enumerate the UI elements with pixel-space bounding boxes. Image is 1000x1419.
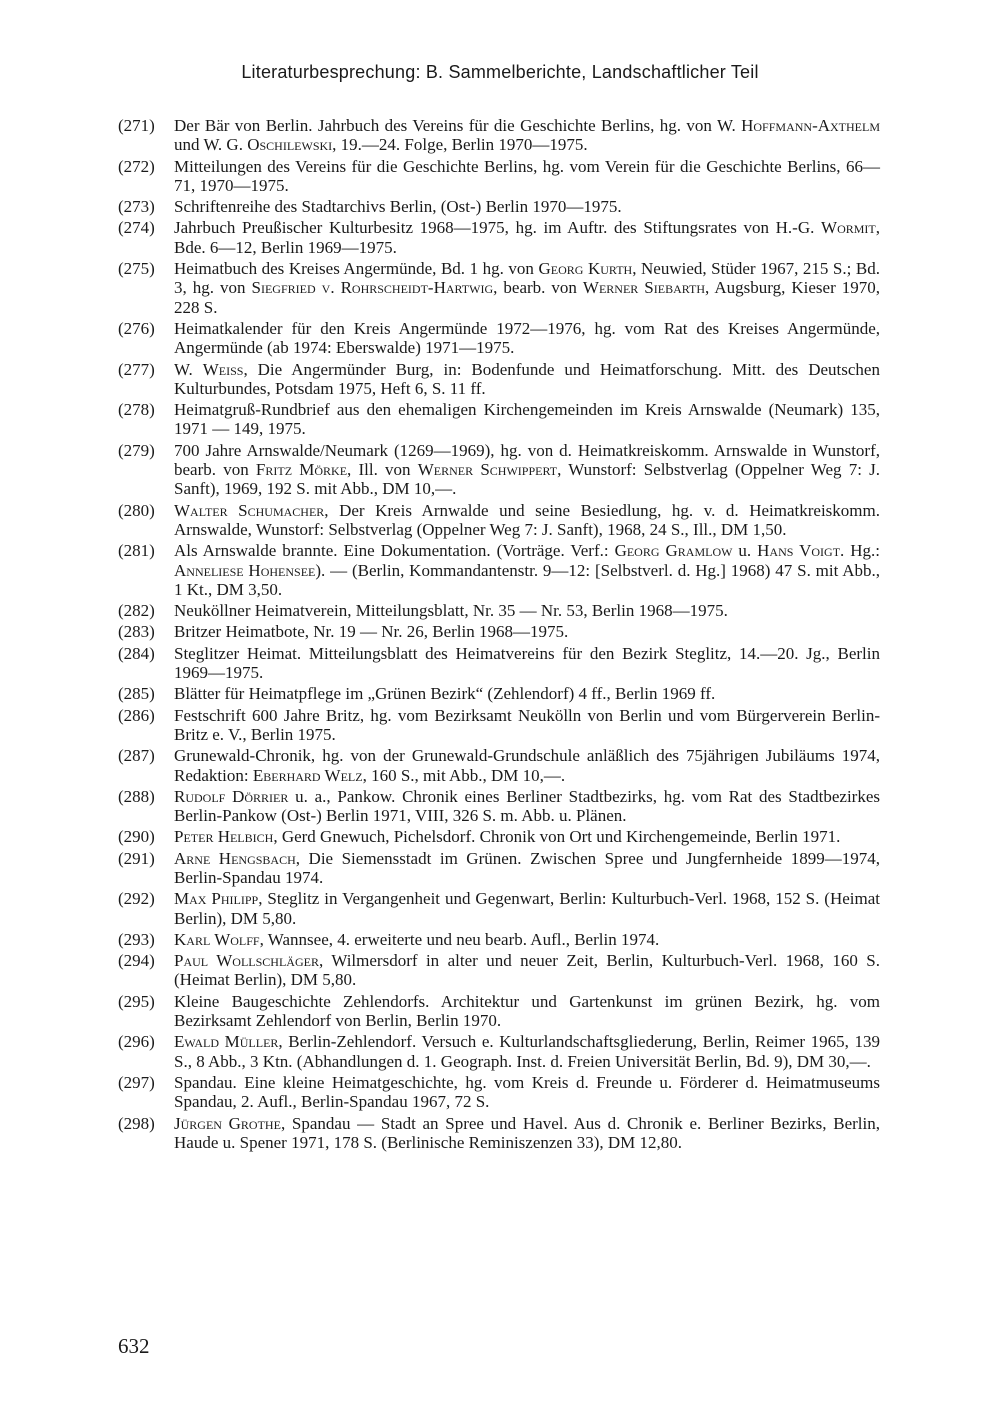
author-name: Hoffmann-Axthelm bbox=[741, 116, 880, 135]
author-name: Weiss bbox=[202, 359, 244, 379]
entry-number: (298) bbox=[118, 1113, 155, 1133]
entry-text-segment: Mitteilungen des Vereins für die Geschichte Berlins, hg. vom Verein für die Geschichte Berlins, 66—71, 1970—1975. bbox=[174, 156, 880, 195]
bibliography-entry bbox=[118, 951, 880, 990]
entry-number: (276) bbox=[118, 318, 155, 338]
entry-text-segment: , Wannsee, 4. erweiterte und neu bearb. Aufl., Berlin 1974. bbox=[259, 929, 660, 949]
entry-number: (287) bbox=[118, 746, 155, 766]
entry-number: (293) bbox=[118, 929, 155, 949]
entry-text bbox=[174, 930, 880, 949]
running-header: Literaturbesprechung: B. Sammelberichte, Landschaftlicher Teil bbox=[241, 62, 759, 82]
entry-text-segment: Neuköllner Heimatverein, Mitteilungsblatt, Nr. 35 — Nr. 53, Berlin 1968—1975. bbox=[174, 601, 728, 621]
author-name: Oschilewski bbox=[247, 135, 333, 155]
entry-text-segment: . Hg.: bbox=[840, 541, 881, 561]
entry-text-segment: Festschrift 600 Jahre Britz, hg. vom Bezirksamt Neukölln von Berlin und vom Bürgerverein Berlin-Britz e. V., Berlin 1975. bbox=[174, 705, 880, 744]
bibliography-entry bbox=[118, 1032, 880, 1071]
entry-number: (274) bbox=[118, 218, 155, 238]
bibliography-entry bbox=[118, 319, 880, 358]
entry-text-segment: , Augsburg, Kieser 1970, 228 S. bbox=[174, 278, 880, 317]
author-name: Max Philipp bbox=[174, 889, 259, 909]
entry-text-segment: , Neuwied, Stüder 1967, 215 S.; Bd. 3, hg. von bbox=[174, 259, 880, 298]
author-name: Walter Schumacher bbox=[174, 500, 325, 520]
bibliography-entry bbox=[118, 116, 880, 155]
author-name: Wormit bbox=[821, 218, 876, 238]
bibliography-entry bbox=[118, 889, 880, 928]
author-name: Hans Voigt bbox=[757, 541, 841, 561]
entry-text bbox=[174, 319, 880, 358]
entry-text bbox=[174, 116, 880, 155]
entry-number: (284) bbox=[118, 643, 155, 663]
entry-text bbox=[174, 197, 880, 216]
bibliography-entry bbox=[118, 1073, 880, 1112]
author-name: Eberhard Welz bbox=[252, 765, 363, 785]
bibliography-entry bbox=[118, 501, 880, 540]
entry-text bbox=[174, 360, 880, 399]
bibliography-entry bbox=[118, 601, 880, 620]
entry-number: (283) bbox=[118, 622, 155, 642]
entry-text-segment: Jahrbuch Preußischer Kulturbesitz 1968—1975, hg. im Auftr. des Stiftungsrates von H.-G. bbox=[174, 218, 822, 238]
entry-number: (277) bbox=[118, 359, 155, 379]
bibliography-entry bbox=[118, 197, 880, 216]
entry-text-segment: u. bbox=[732, 541, 758, 561]
entry-text-segment: W. bbox=[174, 359, 203, 379]
entry-number: (288) bbox=[118, 786, 155, 806]
entry-number: (294) bbox=[118, 951, 155, 971]
entry-number: (279) bbox=[118, 440, 155, 460]
entry-number: (285) bbox=[118, 684, 155, 704]
author-name: Werner Siebarth bbox=[582, 278, 706, 298]
author-name: Siegfried v. Rohrscheidt-Hartwig bbox=[251, 278, 494, 298]
entry-text-segment: , Ill. von bbox=[347, 460, 418, 480]
entry-text-segment: u. a., Pankow. Chronik eines Berliner Stadtbezirks, hg. vom Rat des Stadtbezirkes Berlin-Pankow (Ost-) Berlin 1971, VIII, 326 S. m. Abb. u. Plänen. bbox=[174, 786, 880, 826]
bibliography-entry bbox=[118, 622, 880, 641]
entry-text-segment: ). — (Berlin, Kommandantenstr. 9—12: [Selbstverl. d. Hg.] 1968) 47 S. mit Abb., 1 Kt., DM 3,50. bbox=[174, 560, 880, 599]
entry-text-segment: , Gerd Gnewuch, Pichelsdorf. Chronik von Ort und Kirchengemeinde, Berlin 1971. bbox=[273, 827, 841, 847]
bibliography-entry bbox=[118, 930, 880, 949]
bibliography-list bbox=[118, 116, 880, 1154]
entry-text-segment: , Bde. 6—12, Berlin 1969—1975. bbox=[174, 218, 880, 257]
entry-text-segment: , Die Siemensstadt im Grünen. Zwischen Spree und Jungfernheide 1899—1974, Berlin-Spandau 1974. bbox=[174, 848, 880, 887]
bibliography-entry bbox=[118, 787, 880, 826]
page-number: 632 bbox=[118, 1334, 150, 1358]
author-name: Peter Helbich bbox=[174, 827, 274, 847]
entry-text-segment: Grunewald-Chronik, hg. von der Grunewald-Grundschule anläßlich des 75jährigen Jubiläums 1974, Redaktion: bbox=[174, 746, 880, 785]
entry-text bbox=[174, 644, 880, 683]
bibliography-entry bbox=[118, 746, 880, 785]
entry-number: (290) bbox=[118, 827, 155, 847]
entry-text bbox=[174, 684, 880, 703]
entry-number: (281) bbox=[118, 541, 155, 561]
entry-text bbox=[174, 787, 880, 826]
entry-text bbox=[174, 157, 880, 196]
bibliography-entry bbox=[118, 218, 880, 257]
author-name: Arne Hengsbach bbox=[174, 848, 296, 868]
entry-text bbox=[174, 849, 880, 888]
entry-text-segment: und W. G. bbox=[174, 135, 248, 155]
entry-number: (296) bbox=[118, 1032, 155, 1052]
entry-text bbox=[174, 400, 880, 439]
entry-text bbox=[174, 1114, 880, 1153]
entry-text-segment: , 19.—24. Folge, Berlin 1970—1975. bbox=[332, 135, 588, 155]
entry-text-segment: , Der Kreis Arnwalde und seine Besiedlung, hg. v. d. Heimatkreiskomm. Arnswalde, Wunstorf: Selbstverlag (Oppelner Weg 7: J. Sanft), 1968, 24 S., Ill., DM 1,50. bbox=[174, 500, 880, 539]
entry-text-segment: Als Arnswalde brannte. Eine Dokumentation. (Vorträge. Verf.: bbox=[174, 541, 615, 561]
entry-text bbox=[174, 706, 880, 745]
entry-text bbox=[174, 259, 880, 317]
entry-text bbox=[174, 827, 880, 846]
entry-text-segment: Heimatkalender für den Kreis Angermünde 1972—1976, hg. vom Rat des Kreises Angermünde, Angermünde (ab 1974: Eberswalde) 1971—1975. bbox=[174, 318, 880, 358]
author-name: Karl Wolff bbox=[174, 929, 260, 949]
bibliography-entry bbox=[118, 992, 880, 1031]
author-name: Anneliese Hohensee bbox=[174, 560, 316, 580]
entry-text-segment: , Berlin-Zehlendorf. Versuch e. Kulturlandschaftsgliederung, Berlin, Reimer 1965, 139 S., 8 Abb., 3 Ktn. (Abhandlungen d. 1. Geograph. Inst. d. Freien Universität Berlin, Bd. 9), DM 30,—. bbox=[174, 1032, 880, 1071]
entry-text-segment: Britzer Heimatbote, Nr. 19 — Nr. 26, Berlin 1968—1975. bbox=[174, 622, 569, 642]
entry-text-segment: Heimatgruß-Rundbrief aus den ehemaligen Kirchengemeinden im Kreis Arnswalde (Neumark) 135, 1971 — 149, 1975. bbox=[174, 400, 880, 439]
entry-text-segment: , Wilmersdorf in alter und neuer Zeit, Berlin, Kulturbuch-Verl. 1968, 160 S. (Heimat Berlin), DM 5,80. bbox=[174, 951, 881, 990]
entry-text-segment: , Spandau — Stadt an Spree und Havel. Aus d. Chronik e. Berliner Bezirks, Berlin, Haude u. Spener 1971, 178 S. (Berlinische Reminiszenzen 33), DM 12,80. bbox=[174, 1113, 880, 1152]
entry-text bbox=[174, 746, 880, 785]
bibliography-entry bbox=[118, 157, 880, 196]
entry-text bbox=[174, 501, 880, 540]
bibliography-entry bbox=[118, 541, 880, 599]
entry-text-segment: , bearb. von bbox=[493, 278, 583, 298]
entry-text-segment: Spandau. Eine kleine Heimatgeschichte, hg. vom Kreis d. Freunde u. Förderer d. Heimatmuseums Spandau, 2. Aufl., Berlin-Spandau 1967, 72 S. bbox=[174, 1072, 880, 1112]
entry-text-segment: Kleine Baugeschichte Zehlendorfs. Architektur und Gartenkunst im grünen Bezirk, hg. vom Bezirksamt Zehlendorf von Berlin, Berlin 1970. bbox=[174, 991, 880, 1031]
entry-text bbox=[174, 541, 880, 599]
author-name: Fritz Mörke bbox=[255, 460, 348, 480]
entry-text-segment: Heimatbuch des Kreises Angermünde, Bd. 1 hg. von bbox=[174, 259, 539, 279]
entry-number: (297) bbox=[118, 1072, 155, 1092]
entry-text bbox=[174, 992, 880, 1031]
entry-number: (286) bbox=[118, 705, 155, 725]
author-name: Ewald Müller bbox=[174, 1032, 279, 1052]
entry-text-segment: Der Bär von Berlin. Jahrbuch des Vereins für die Geschichte Berlins, hg. von W. bbox=[174, 116, 742, 135]
bibliography-entry bbox=[118, 441, 880, 499]
bibliography-entry bbox=[118, 360, 880, 399]
bibliography-entry bbox=[118, 400, 880, 439]
entry-text-segment: 700 Jahre Arnswalde/Neumark (1269—1969), hg. von d. Heimatkreiskomm. Arnswalde in Wunstorf, bearb. von bbox=[174, 440, 880, 480]
entry-number: (278) bbox=[118, 400, 155, 420]
entry-number: (292) bbox=[118, 889, 155, 909]
author-name: Georg Gramlow bbox=[614, 541, 733, 561]
bibliography-entry bbox=[118, 684, 880, 703]
bibliography-entry bbox=[118, 644, 880, 683]
entry-number: (291) bbox=[118, 848, 155, 868]
entry-number: (295) bbox=[118, 991, 155, 1011]
entry-text bbox=[174, 889, 880, 928]
entry-text bbox=[174, 622, 880, 641]
entry-text bbox=[174, 951, 880, 990]
entry-text-segment: Schriftenreihe des Stadtarchivs Berlin, (Ost-) Berlin 1970—1975. bbox=[174, 197, 622, 217]
entry-text-segment: Steglitzer Heimat. Mitteilungsblatt des Heimatvereins für den Bezirk Steglitz, 14.—20. Jg., Berlin 1969—1975. bbox=[174, 643, 880, 683]
bibliography-entry bbox=[118, 827, 880, 846]
bibliography-entry bbox=[118, 849, 880, 888]
entry-text-segment: Blätter für Heimatpflege im „Grünen Bezirk“ (Zehlendorf) 4 ff., Berlin 1969 ff. bbox=[174, 684, 716, 704]
entry-number: (271) bbox=[118, 116, 155, 135]
author-name: Jürgen Grothe bbox=[174, 1113, 281, 1133]
author-name: Georg Kurth bbox=[538, 259, 633, 279]
entry-text-segment: , Die Angermünder Burg, in: Bodenfunde und Heimatforschung. Mitt. des Deutschen Kulturbundes, Potsdam 1975, Heft 6, S. 11 ff. bbox=[174, 359, 880, 398]
entry-number: (282) bbox=[118, 601, 155, 621]
entry-text-segment: , 160 S., mit Abb., DM 10,—. bbox=[362, 765, 566, 785]
bibliography-entry bbox=[118, 259, 880, 317]
author-name: Werner Schwippert bbox=[417, 460, 558, 480]
entry-text bbox=[174, 1032, 880, 1071]
bibliography-entry bbox=[118, 1114, 880, 1153]
entry-text-segment: , Steglitz in Vergangenheit und Gegenwart, Berlin: Kulturbuch-Verl. 1968, 152 S. (Heimat Berlin), DM 5,80. bbox=[174, 889, 880, 928]
author-name: Rudolf Dörrier bbox=[174, 786, 289, 806]
author-name: Paul Wollschläger bbox=[174, 951, 319, 971]
entry-number: (272) bbox=[118, 156, 155, 176]
entry-number: (273) bbox=[118, 197, 155, 217]
entry-number: (275) bbox=[118, 259, 155, 279]
entry-text bbox=[174, 601, 880, 620]
entry-text bbox=[174, 218, 880, 257]
entry-text-segment: , Wunstorf: Selbstverlag (Oppelner Weg 7: J. Sanft), 1969, 192 S. mit Abb., DM 10,—. bbox=[174, 460, 880, 499]
entry-number: (280) bbox=[118, 500, 155, 520]
bibliography-entry bbox=[118, 706, 880, 745]
entry-text bbox=[174, 441, 880, 499]
entry-text bbox=[174, 1073, 880, 1112]
